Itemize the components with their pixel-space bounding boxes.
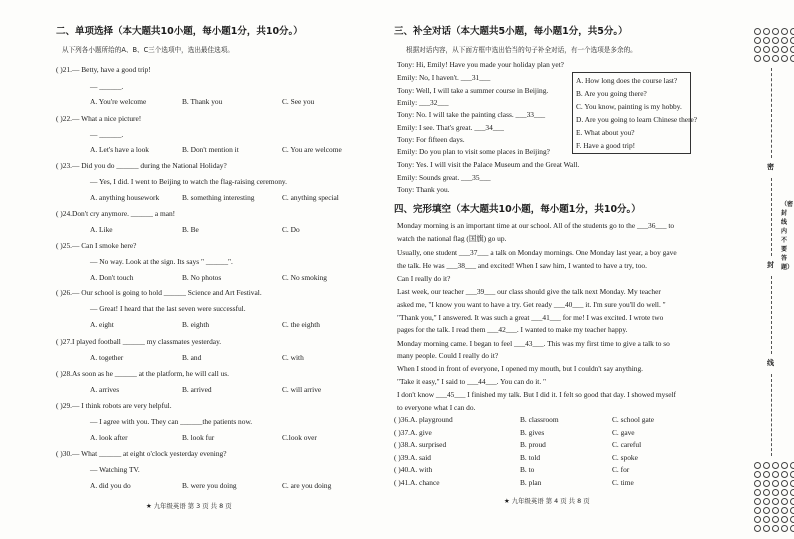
dialogue-line: Tony: For fifteen days. xyxy=(397,135,465,144)
q26-stem: ( )26.— Our school is going to hold ______ Science and Art Festival. xyxy=(56,288,262,297)
binding-hole xyxy=(790,516,794,523)
q24-option-a: A. Like xyxy=(90,225,113,234)
binding-hole xyxy=(754,498,761,505)
choice-b: B. classroom xyxy=(520,415,559,424)
dialogue-line: Emily: Do you plan to visit some places in Beijing? xyxy=(397,147,550,156)
section2-title: 二、单项选择（本大题共10小题，每小题1分，共10分。） xyxy=(56,26,303,37)
binding-hole xyxy=(754,489,761,496)
binding-hole xyxy=(754,507,761,514)
q25-option-a: A. Don't touch xyxy=(90,273,134,282)
binding-hole xyxy=(772,480,779,487)
dialogue-line: Tony: Well, I will take a summer course in Beijing. xyxy=(397,86,549,95)
passage-line: Monday morning is an important time at our school. All of the students go to the ___36___ to xyxy=(397,221,675,230)
binding-hole xyxy=(772,525,779,532)
dialogue-line: Tony: Thank you. xyxy=(397,185,450,194)
q21-stem: ( )21.— Betty, have a good trip! xyxy=(56,65,151,74)
choice-q: ( )41.A. chance xyxy=(394,478,440,487)
option-item: B. Are you going there? xyxy=(576,89,647,98)
passage-line: watch the national flag (国旗) go up. xyxy=(397,234,507,243)
q29-option-a: A. look after xyxy=(90,433,128,442)
seal-char-mi: 密 xyxy=(767,163,774,171)
q30-option-c: C. are you doing xyxy=(282,481,332,490)
binding-hole xyxy=(790,498,794,505)
q28-option-a: A. arrives xyxy=(90,385,120,394)
binding-hole xyxy=(763,525,770,532)
binding-hole xyxy=(772,507,779,514)
binding-hole xyxy=(772,489,779,496)
binding-hole xyxy=(781,471,788,478)
passage-line: the talk. He was ___38___ and excited! When I saw him, I wanted to have a try, too. xyxy=(397,261,647,270)
q22-option-b: B. Don't mention it xyxy=(182,145,239,154)
seal-char-feng: 封 xyxy=(767,261,774,269)
binding-hole xyxy=(754,462,761,469)
q24-option-b: B. Be xyxy=(182,225,199,234)
choice-c: C. school gate xyxy=(612,415,655,424)
binding-hole xyxy=(790,28,794,35)
passage-line: Usually, one student ___37___ a talk on Monday mornings. One Monday last year, a boy gave xyxy=(397,248,677,257)
binding-hole xyxy=(763,471,770,478)
binding-hole xyxy=(754,525,761,532)
binding-hole xyxy=(772,37,779,44)
seal-line-segment xyxy=(771,374,772,456)
binding-hole xyxy=(790,489,794,496)
option-item: C. You know, painting is my hobby. xyxy=(576,102,682,111)
option-item: F. Have a good trip! xyxy=(576,141,636,150)
q21-option-c: C. See you xyxy=(282,97,315,106)
dialogue-line: Emily: No, I haven't. ___31___ xyxy=(397,73,491,82)
option-item: E. What about you? xyxy=(576,128,635,137)
q24-stem: ( )24.Don't cry anymore. ______ a man! xyxy=(56,209,176,218)
option-item: A. How long does the course last? xyxy=(576,76,678,85)
binding-hole xyxy=(772,462,779,469)
choice-b: B. proud xyxy=(520,440,546,449)
q22-stem: ( )22.— What a nice picture! xyxy=(56,114,142,123)
q25-option-b: B. No photos xyxy=(182,273,222,282)
seal-line-segment xyxy=(771,276,772,354)
passage-line: many people. Could I really do it? xyxy=(397,351,499,360)
dialogue-line: Tony: No. I will take the painting class. ___33___ xyxy=(397,110,546,119)
passage-line: asked me, "I know you want to have a try. Get ready ___40___ it. I'm sure you'll do well. " xyxy=(397,300,666,309)
q22-option-c: C. You are welcome xyxy=(282,145,342,154)
binding-hole xyxy=(781,480,788,487)
binding-strip xyxy=(748,0,794,539)
binding-hole xyxy=(781,46,788,53)
binding-hole xyxy=(772,55,779,62)
binding-hole xyxy=(754,28,761,35)
option-item: D. Are you going to learn Chinese there? xyxy=(576,115,698,124)
choice-b: B. told xyxy=(520,453,541,462)
q26-option-a: A. eight xyxy=(90,320,114,329)
choice-q: ( )40.A. with xyxy=(394,465,433,474)
binding-hole xyxy=(763,507,770,514)
passage-line: "Take it easy," I said to ___44___. You can do it. " xyxy=(397,377,547,386)
section2-instruction: 从下列各小题所给的A、B、C三个选项中，选出最佳选项。 xyxy=(62,46,234,54)
q29-option-c: C.look over xyxy=(282,433,317,442)
passage-line: Monday morning came. I began to feel ___43___. This was my first time to give a talk to so xyxy=(397,339,670,348)
binding-hole xyxy=(754,37,761,44)
binding-hole xyxy=(763,498,770,505)
q25-response: — No way. Look at the sign. Its says " ______". xyxy=(90,257,233,266)
section3-title: 三、补全对话（本大题共5小题，每小题1分，共5分。） xyxy=(394,26,628,37)
section3-instruction: 根据对话内容，从下面方框中选出恰当的句子补全对话，有一个选项是多余的。 xyxy=(406,46,637,54)
q26-option-b: B. eighth xyxy=(182,320,210,329)
binding-hole xyxy=(754,480,761,487)
binding-hole xyxy=(781,516,788,523)
q21-blank: — ______. xyxy=(90,82,124,91)
passage-line: Can I really do it? xyxy=(397,274,451,283)
dialogue-line: Emily: Sounds great. ___35___ xyxy=(397,173,491,182)
dialogue-line: Tony: Yes. I will visit the Palace Museum and the Great Wall. xyxy=(397,160,580,169)
binding-hole xyxy=(754,516,761,523)
binding-hole xyxy=(763,37,770,44)
q27-option-a: A. together xyxy=(90,353,124,362)
passage-line: I don't know ___45___ I finished my talk. But I did it. I felt so good that day. I showed myself xyxy=(397,390,676,399)
q27-stem: ( )27.I played football ______ my classmates yesterday. xyxy=(56,337,222,346)
choice-q: ( )36.A. playground xyxy=(394,415,453,424)
binding-hole xyxy=(790,37,794,44)
q30-option-a: A. did you do xyxy=(90,481,131,490)
q22-option-a: A. Let's have a look xyxy=(90,145,150,154)
choice-b: B. gives xyxy=(520,428,545,437)
seal-char-xian: 线 xyxy=(767,359,774,367)
q23-option-c: C. anything special xyxy=(282,193,339,202)
binding-hole xyxy=(763,55,770,62)
binding-hole xyxy=(772,28,779,35)
binding-hole xyxy=(790,480,794,487)
binding-hole xyxy=(781,462,788,469)
left-page xyxy=(56,0,356,539)
q23-option-b: B. something interesting xyxy=(182,193,255,202)
q21-option-b: B. Thank you xyxy=(182,97,223,106)
seal-note: （密 封 线 内 不 要 答 题） xyxy=(781,201,794,271)
dialogue-line: Emily: ___32___ xyxy=(397,98,449,107)
q26-option-c: C. the eighth xyxy=(282,320,320,329)
seal-line-segment xyxy=(771,68,772,158)
choice-b: B. plan xyxy=(520,478,542,487)
binding-hole xyxy=(772,471,779,478)
q25-stem: ( )25.— Can I smoke here? xyxy=(56,241,137,250)
binding-hole xyxy=(790,462,794,469)
choice-c: C. spoke xyxy=(612,453,638,462)
binding-hole xyxy=(781,507,788,514)
q29-stem: ( )29.— I think robots are very helpful. xyxy=(56,401,172,410)
dialogue-line: Emily: I see. That's great. ___34___ xyxy=(397,123,504,132)
q28-option-b: B. arrived xyxy=(182,385,212,394)
q26-response: — Great! I heard that the last seven were successful. xyxy=(90,304,246,313)
q23-stem: ( )23.— Did you do ______ during the National Holiday? xyxy=(56,161,227,170)
passage-line: When I stood in front of everyone, I opened my mouth, but I couldn't say anything. xyxy=(397,364,643,373)
choice-q: ( )39.A. said xyxy=(394,453,431,462)
binding-hole xyxy=(772,498,779,505)
q24-option-c: C. Do xyxy=(282,225,300,234)
q29-option-b: B. look fur xyxy=(182,433,215,442)
seal-line-segment xyxy=(771,178,772,256)
passage-line: "Thank you," I answered. It was such a great ___41___ for me! I was excited. I wrote two xyxy=(397,313,664,322)
choice-q: ( )37.A. give xyxy=(394,428,432,437)
binding-hole xyxy=(790,55,794,62)
binding-hole xyxy=(754,471,761,478)
binding-hole xyxy=(763,480,770,487)
binding-hole xyxy=(790,471,794,478)
binding-hole xyxy=(763,516,770,523)
binding-hole xyxy=(772,516,779,523)
q27-option-b: B. and xyxy=(182,353,202,362)
dialogue-line: Tony: Hi, Emily! Have you made your holiday plan yet? xyxy=(397,60,564,69)
choice-c: C. gave xyxy=(612,428,635,437)
binding-hole xyxy=(781,498,788,505)
q21-option-a: A. You're welcome xyxy=(90,97,147,106)
choice-b: B. to xyxy=(520,465,535,474)
q28-option-c: C. will arrive xyxy=(282,385,322,394)
binding-hole xyxy=(754,46,761,53)
q23-option-a: A. anything housework xyxy=(90,193,160,202)
q30-response: — Watching TV. xyxy=(90,465,140,474)
binding-hole xyxy=(781,489,788,496)
binding-hole xyxy=(772,46,779,53)
q28-stem: ( )28.As soon as he ______ at the platform, he will call us. xyxy=(56,369,230,378)
binding-hole xyxy=(790,525,794,532)
passage-line: to everyone what I can do. xyxy=(397,403,476,412)
binding-hole xyxy=(790,507,794,514)
q23-response: — Yes, I did. I went to Beijing to watch the flag-raising ceremony. xyxy=(90,177,287,186)
binding-hole xyxy=(754,55,761,62)
binding-hole xyxy=(781,525,788,532)
choice-c: C. for xyxy=(612,465,630,474)
passage-line: pages for the talk. I read them ___42___. I wanted to make my teacher happy. xyxy=(397,325,628,334)
left-page-footer: ★ 九年级英语 第 3 页 共 8 页 xyxy=(146,502,232,510)
q22-blank: — ______. xyxy=(90,130,124,139)
options-box xyxy=(572,72,698,154)
q27-option-c: C. with xyxy=(282,353,304,362)
q25-option-c: C. No smoking xyxy=(282,273,327,282)
right-page-footer: ★ 九年级英语 第 4 页 共 8 页 xyxy=(504,497,590,505)
binding-hole xyxy=(763,462,770,469)
q30-stem: ( )30.— What ______ at eight o'clock yesterday evening? xyxy=(56,449,227,458)
binding-hole xyxy=(781,37,788,44)
binding-hole xyxy=(781,55,788,62)
binding-hole xyxy=(763,489,770,496)
q29-response: — I agree with you. They can ______the patients now. xyxy=(90,417,253,426)
section4-title: 四、完形填空（本大题共10小题，每小题1分，共10分。） xyxy=(394,204,641,215)
q30-option-b: B. were you doing xyxy=(182,481,237,490)
passage-line: Last week, our teacher ___39___ our class should give the talk next Monday. My teacher xyxy=(397,287,661,296)
binding-hole xyxy=(781,28,788,35)
binding-hole xyxy=(790,46,794,53)
choice-c: C. time xyxy=(612,478,634,487)
choice-q: ( )38.A. surprised xyxy=(394,440,447,449)
choice-c: C. careful xyxy=(612,440,642,449)
binding-hole xyxy=(763,28,770,35)
binding-hole xyxy=(763,46,770,53)
